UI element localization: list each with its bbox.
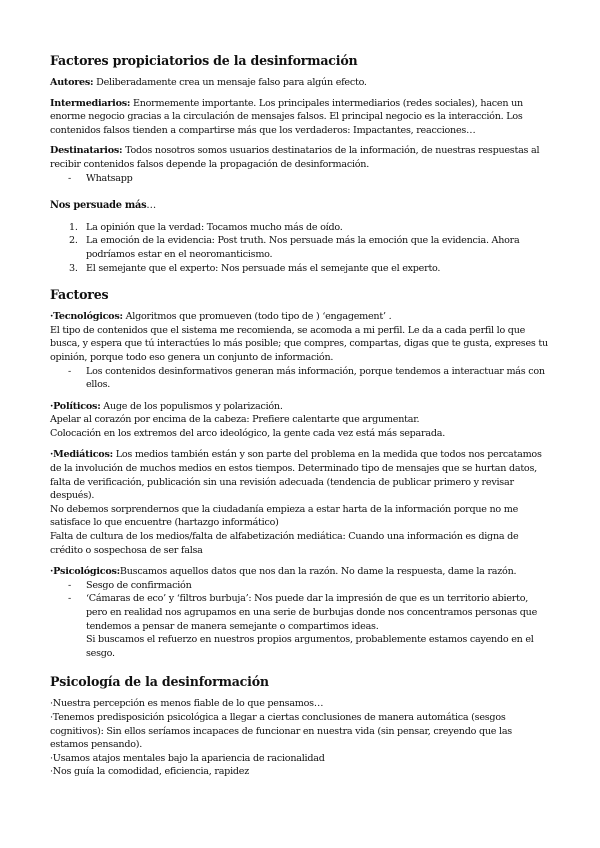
section-title-factores: Factores [50,287,109,303]
list-number: 1. [69,221,78,233]
politicos-detail-2: Colocación en los extremos del arco ideológico, la gente cada vez está más separada. [50,427,445,439]
intermediarios-label: Intermediarios: [50,97,131,109]
list-number: 2. [69,235,78,247]
list-number: 3. [69,262,78,274]
section-title-psicologia: Psicología de la desinformación [50,674,269,690]
politicos-paragraph [50,400,552,414]
section-title-factores-propiciatorios: Factores propiciatorios de la desinformación [50,53,358,68]
tecnologicos-paragraph [50,310,552,324]
tecnologicos-detail: El tipo de contenidos que el sistema me recomienda, se acomoda a mi perfil. Le da a cada perfil lo que busca, y espera que tú interactúes lo más posible; que compres, compartas, digas que te gusta, expreses tu opinión, porque todo eso genera un conjunto de información. [50,324,548,363]
psicologia-line-4: ·Nos guía la comodidad, eficiencia, rapidez [50,766,250,778]
mediaticos-text: Los medios también están y son parte del problema en la medida que todos nos percatamos de la involución de muchos medios en estos tiempos. Determinado tipo de mensajes que se hurtan datos, falta de verificación, publicación sin una revisión adecuada (tendencia de publicar primero y revisar después). [50,449,542,502]
list-item [69,234,552,261]
list-item: - Sesgo de confirmación [86,579,552,593]
list-item-text: ‘Cámaras de eco’ y ‘filtros burbuja’: Nos puede dar la impresión de que es un territorio abierto, pero en realidad nos agrupamos en una serie de burbujas donde nos concentramos personas que tendemos a pensar de manera semejante o compartimos ideas. [86,593,538,632]
mediaticos-detail-2: Falta de cultura de los medios/falta de alfabetización mediática: Cuando una información es digna de crédito o sospechosa de ser falsa [50,531,519,556]
intermediarios-paragraph [50,97,552,138]
destinatarios-text: Todos nosotros somos usuarios destinatarios de la información, de nuestras respuestas al recibir contenidos falsos depende la propagación de desinformación. [50,145,540,170]
tecnologicos-label: ·Tecnológicos: [50,311,123,323]
list-item [69,221,552,235]
list-item-text: El semejante que el experto: Nos persuade más el semejante que el experto. [86,262,441,274]
persuade-list [50,221,552,275]
mediaticos-paragraph [50,448,552,502]
list-item-text: La opinión que la verdad: Tocamos mucho más de oído. [86,221,343,233]
politicos-label: ·Políticos: [50,400,101,412]
psicologicos-label: ·Psicológicos: [50,566,120,578]
list-item: - Whatsapp [86,172,552,186]
mediaticos-detail-1: No debemos sorprendernos que la ciudadanía empieza a estar harta de la información porque no me satisface lo que encuentre (hartazgo informático) [50,503,519,529]
persuade-heading-bold: Nos persuade más [50,200,147,212]
list-item [86,592,552,660]
autores-text: Deliberadamente crea un mensaje falso para algún efecto. [93,77,367,88]
psicologicos-paragraph [50,565,552,579]
autores-paragraph [50,76,552,90]
politicos-detail-1: Apelar al corazón por encima de la cabeza: Prefiere calentarte que argumentar. [50,414,420,426]
psicologicos-list [50,579,552,661]
persuade-heading [50,199,552,213]
document-page [50,53,552,779]
list-item: - Los contenidos desinformativos generan más información, porque tendemos a interactuar más con ellos. [86,365,552,392]
psicologicos-text: Buscamos aquellos datos que nos dan la razón. No dame la respuesta, dame la razón. [119,566,517,578]
mediaticos-label: ·Mediáticos: [50,449,113,461]
intermediarios-text: Enormemente importante. Los principales intermediarios (redes sociales), hacen un enorme negocio gracias a la circulación de mensajes falsos. El principal negocio es la interacción. Los contenidos falsos tienden a compartirse más que los verdaderos: Impactantes, reacciones… [50,97,523,136]
destinatarios-label: Destinatarios: [50,145,123,157]
persuade-heading-ellipsis: … [146,200,156,212]
list-item [69,262,552,276]
politicos-text: Auge de los populismos y polarización. [100,400,283,412]
psicologia-line-2: ·Tenemos predisposición psicológica a llegar a ciertas conclusiones de manera automática (sesgos cognitivos): Sin ellos seríamos incapaces de funcionar en nuestra vida (sin pensar, creyendo que las estamos pensando). [50,711,512,751]
destinatarios-list [50,172,552,186]
destinatarios-paragraph [50,144,552,171]
list-item-text: La emoción de la evidencia: Post truth. Nos persuade más la emoción que la evidencia. Ahora podríamos estar en el neoromanticismo. [86,235,520,260]
list-item-text-continued: Si buscamos el refuerzo en nuestros propios argumentos, probablemente estamos cayendo en el sesgo. [86,634,534,659]
autores-label: Autores: [50,77,94,88]
psicologia-line-3: ·Usamos atajos mentales bajo la apariencia de racionalidad [50,752,325,764]
tecnologicos-text: Algoritmos que promueven (todo tipo de ) ‘engagement’ . [122,311,392,323]
psicologia-line-1: ·Nuestra percepción es menos fiable de lo que pensamos… [50,698,324,710]
tecnologicos-list [50,365,552,392]
